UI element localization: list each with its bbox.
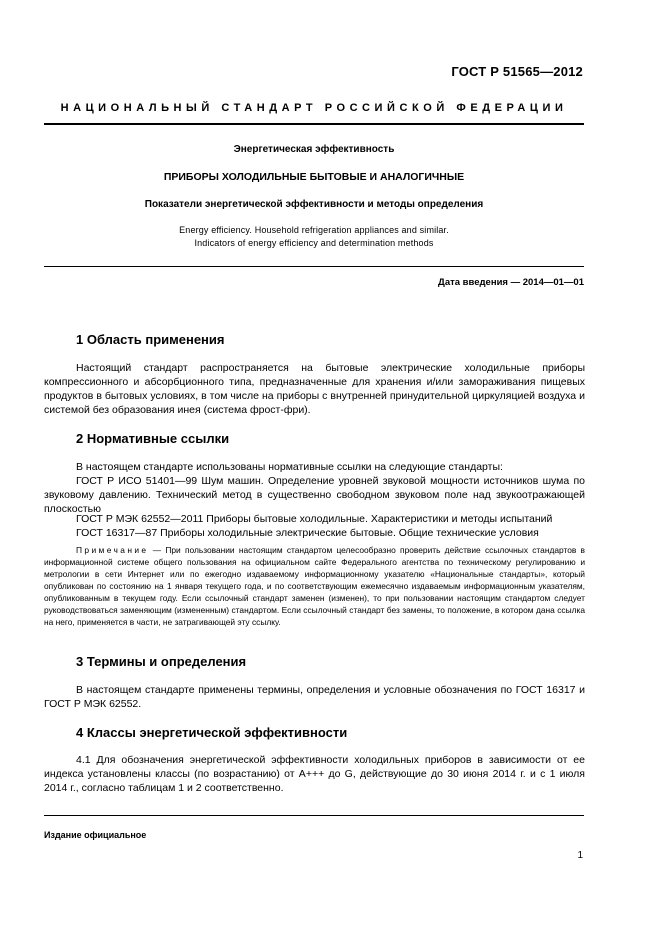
title-energy-efficiency: Энергетическая эффективность (233, 144, 395, 155)
section-1-text: Настоящий стандарт распространяется на бытовые электрические холодильные приборы компрессионного и абсорбционного типа, предназначенные для хранения и/или замораживания пищевых продуктов в бытовых условиях, в том числе на приборы с внутренней принудительной циркуляцией воздуха и системой без образования инея (система фрост-фри). (44, 362, 585, 416)
section-3-text: В настоящем стандарте применены термины, определения и условные обозначения по ГОСТ 16317 и ГОСТ Р МЭК 62552. (44, 684, 585, 710)
reference-gost-mek-62552: ГОСТ Р МЭК 62552—2011 Приборы бытовые холодильные. Характеристики и методы испытаний (76, 513, 553, 525)
title-rule (44, 266, 584, 267)
section-2-heading: 2 Нормативные ссылки (76, 431, 230, 446)
national-standard-title: НАЦИОНАЛЬНЫЙ СТАНДАРТ РОССИЙСКОЙ ФЕДЕРАЦИИ (60, 102, 568, 114)
note-text: — При пользовании настоящим стандартом целесообразно проверить действие ссылочных стандартов в информационной системе общего пользования на официальном сайте Федерального агентства по техническому регулированию и метрологии в сети Интернет или по ежегодно издаваемому информационному указателю «Национальные стандарты», который опубликован по состоянию на 1 января текущего года, и по соответствующим ежемесячно издаваемым информационным указателям, опубликованным в текущем году. Если ссылочный стандарт заменен (изменен), то при пользовании настоящим стандартом следует руководствоваться заменяющим (измененным) стандартом. Если ссылочный стандарт без замены, то положение, в котором дана ссылка на него, применяется в части, не затрагивающей эту ссылку. (44, 545, 586, 627)
section-4-text: 4.1 Для обозначения энергетической эффективности холодильных приборов в зависимости от ее индекса установлены классы (по возрастанию) от А+++ до G, действующие до 30 июня 2014 г. и с 1 июля 2014 г., согласно таблицам 1 и 2 соответственно. (44, 754, 585, 794)
document-subtitle: Показатели энергетической эффективности и методы определения (144, 199, 484, 210)
english-title-line-1: Energy efficiency. Household refrigeration appliances and similar. (179, 225, 449, 235)
section-1-heading: 1 Область применения (76, 332, 225, 347)
standard-number: ГОСТ Р 51565—2012 (451, 64, 583, 79)
note-label: Примечание (76, 545, 149, 555)
reference-gost-iso-51401: ГОСТ Р ИСО 51401—99 Шум машин. Определение уровней звуковой мощности источников шума по звуковому давлению. Технический метод в существенно свободном звуковом поле над звукоотражающей плоскостью (44, 475, 585, 515)
section-2-note (44, 544, 585, 628)
section-2-intro: В настоящем стандарте использованы нормативные ссылки на следующие стандарты: (76, 461, 503, 473)
official-edition-label: Издание официальное (44, 830, 147, 840)
page-number: 1 (577, 850, 583, 861)
section-3-heading: 3 Термины и определения (76, 654, 247, 669)
english-title-line-2: Indicators of energy efficiency and determination methods (194, 238, 434, 248)
header-rule (44, 123, 584, 125)
reference-gost-16317: ГОСТ 16317—87 Приборы холодильные электрические бытовые. Общие технические условия (76, 527, 539, 539)
section-4-heading: 4 Классы энергетической эффективности (76, 725, 348, 740)
introduction-date: Дата введения — 2014—01—01 (438, 277, 584, 288)
footer-rule (44, 815, 584, 816)
document-main-title: ПРИБОРЫ ХОЛОДИЛЬНЫЕ БЫТОВЫЕ И АНАЛОГИЧНЫЕ (163, 171, 465, 183)
